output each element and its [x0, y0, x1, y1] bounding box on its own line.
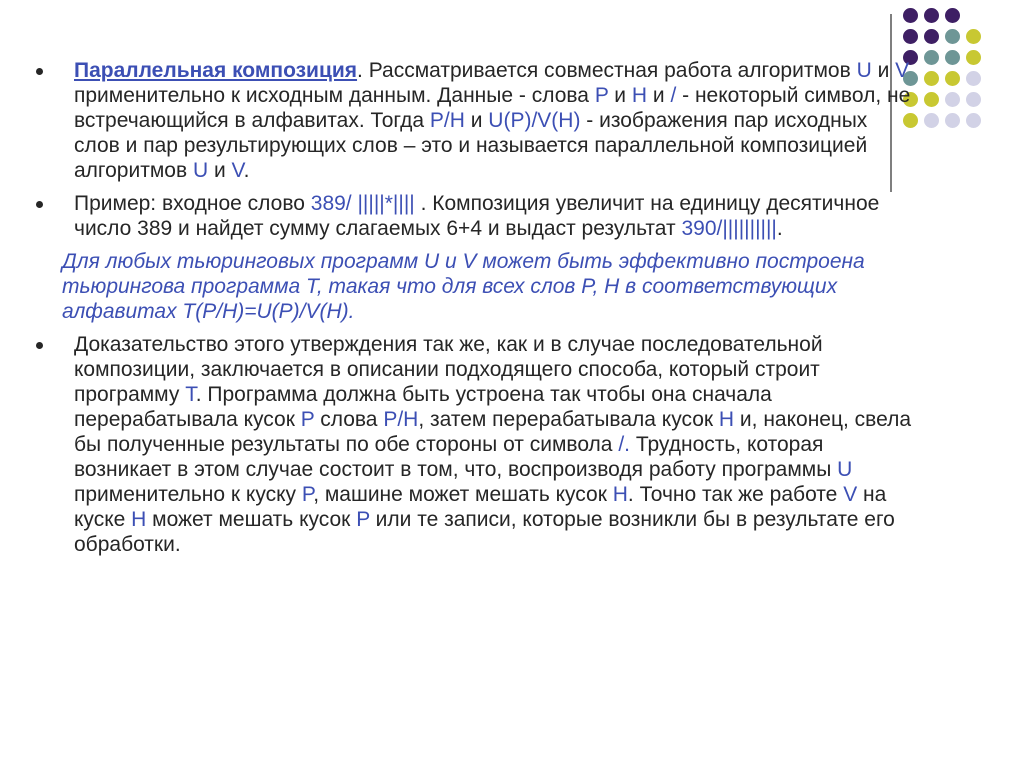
term-title: Параллельная композиция: [74, 59, 358, 82]
decorative-dot: [966, 92, 981, 107]
decorative-dot: [945, 92, 960, 107]
paragraph-example: Пример: входное слово 389/ |||||*|||| . Композиция увеличит на единицу десятичное число 389 и найдет сумму слагаемых 6+4 и выдаст результат 390/||||||||||.: [34, 191, 914, 241]
slide-content: [34, 58, 914, 565]
decorative-dot: [924, 8, 939, 23]
decorative-dot: [966, 50, 981, 65]
paragraph-parallel-composition: Параллельная композиция. Рассматривается совместная работа алгоритмов U и V применительно к исходным данным. Данные - слова P и H и / - некоторый символ, не встречающийся в алфавитах. Тогда P/H и U(P)/V(H) - изображения пар исходных слов и пар результирующих слов – это и называется параллельной композицией алгоритмов U и V.: [34, 58, 914, 183]
decorative-dot: [945, 8, 960, 23]
decorative-dot: [903, 8, 918, 23]
decorative-dot: [966, 113, 981, 128]
result-word: 390/||||||||||: [681, 217, 777, 240]
decorative-dot: [924, 113, 939, 128]
bullet-icon: [36, 201, 43, 208]
decorative-dot: [945, 50, 960, 65]
decorative-dot: [966, 29, 981, 44]
decorative-dot: [924, 92, 939, 107]
decorative-dot: [924, 29, 939, 44]
decorative-dot: [924, 50, 939, 65]
decorative-dot: [924, 71, 939, 86]
bullet-icon: [36, 342, 43, 349]
theorem-statement: Для любых тьюринговых программ U и V может быть эффективно построена тьюрингова программа T, такая что для всех слов P, H в соответствующих алфавитах T(P/H)=U(P)/V(H).: [62, 250, 865, 323]
input-word: 389/ |||||*||||: [310, 192, 415, 215]
decorative-dot: [966, 71, 981, 86]
decorative-dot: [945, 29, 960, 44]
decorative-dot: [945, 71, 960, 86]
decorative-dot: [903, 29, 918, 44]
bullet-icon: [36, 68, 43, 75]
paragraph-proof: Доказательство этого утверждения так же, как и в случае последовательной композиции, заключается в описании подходящего способа, который строит программу T. Программа должна быть устроена так чтобы она сначала перерабатывала кусок P слова P/H, затем перерабатывала кусок H и, наконец, свела бы полученные результаты по обе стороны от символа /. Трудность, которая возникает в этом случае состоит в том, что, воспроизводя работу программы U применительно к куску P, машине может мешать кусок H. Точно так же работе V на куске H может мешать кусок P или те записи, которые возникли бы в результате его обработки.: [34, 332, 914, 557]
decorative-dot: [945, 113, 960, 128]
